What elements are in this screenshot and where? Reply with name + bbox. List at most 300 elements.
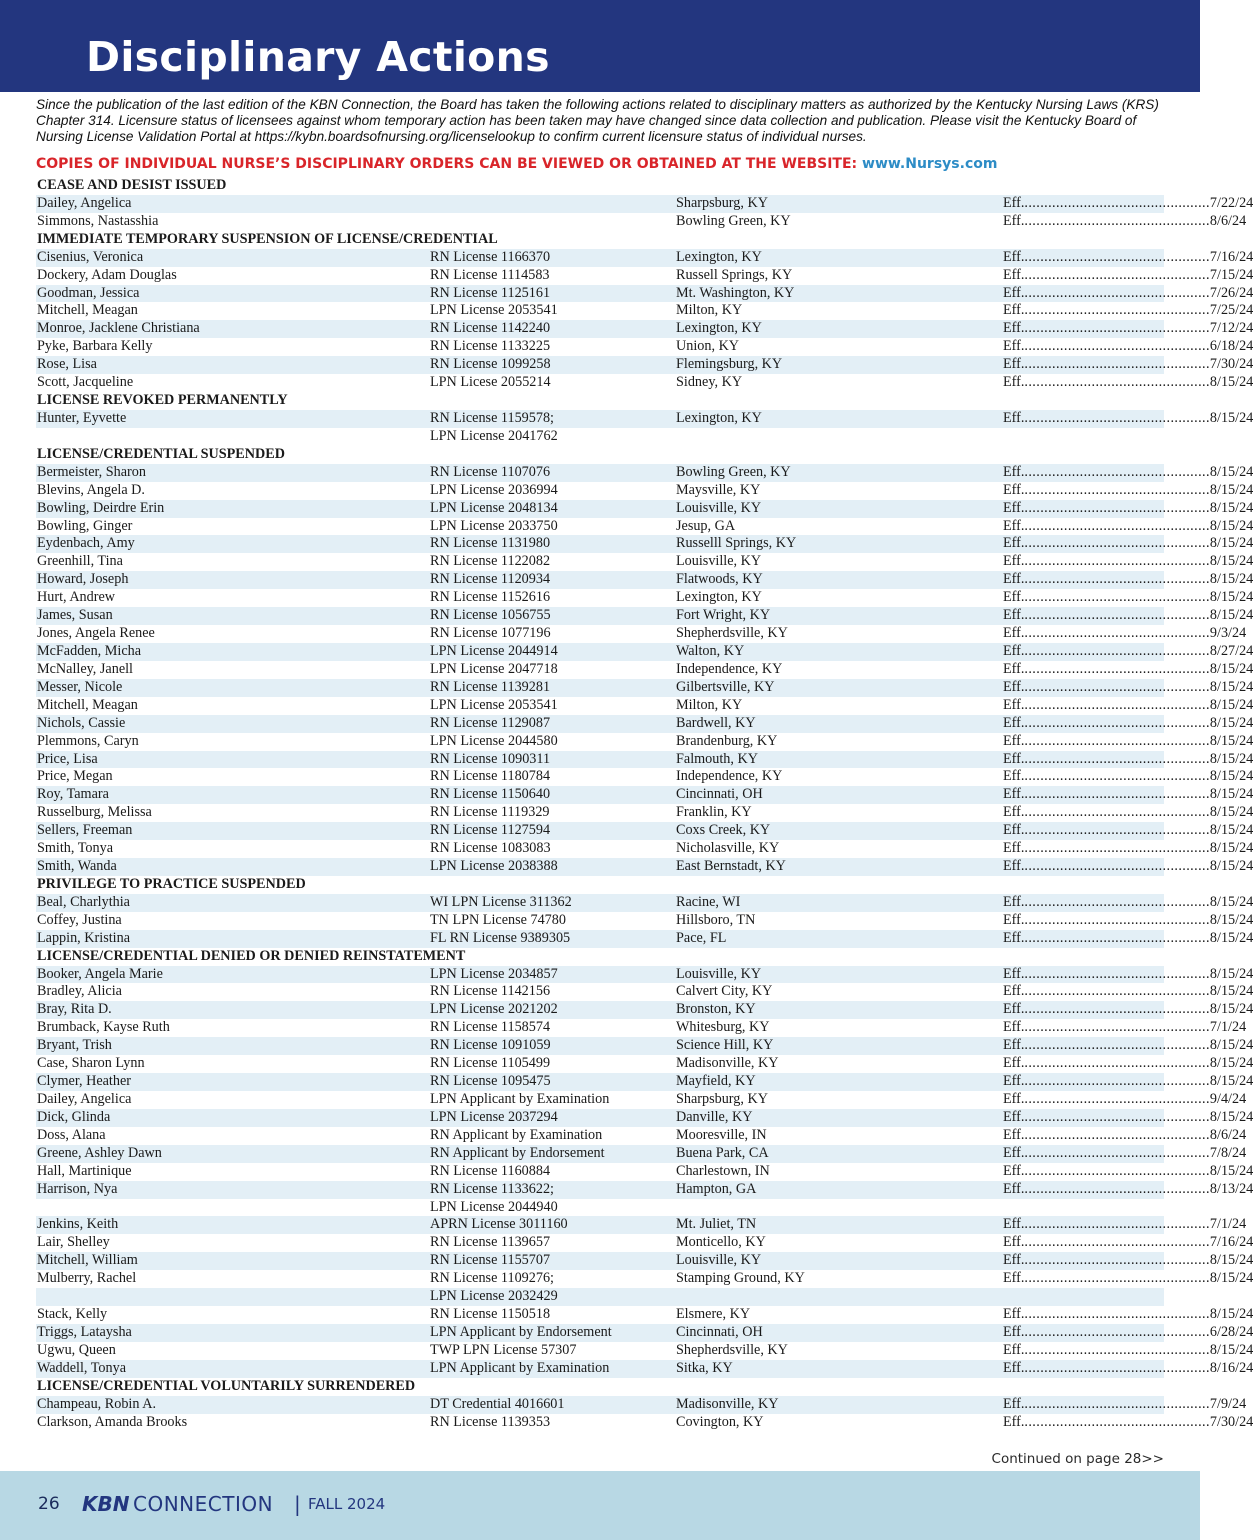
table-row xyxy=(36,517,1253,536)
effective-label: Eff. xyxy=(1003,750,1025,767)
effective-label: Eff. xyxy=(1003,212,1025,229)
effective-date-cell xyxy=(1003,356,1253,374)
effective-date-cell xyxy=(1003,1162,1253,1181)
table-row xyxy=(36,1252,1253,1270)
effective-date-cell xyxy=(1003,1306,1253,1324)
page-footer xyxy=(0,1471,1200,1540)
leader-dots: ............................................... xyxy=(1024,660,1210,677)
effective-date: 8/15/24 xyxy=(1209,1252,1253,1269)
table-row xyxy=(36,965,1253,984)
nurse-name: Jones, Angela Renee xyxy=(37,625,155,642)
leader-dots: ............................................... xyxy=(1024,284,1210,301)
nurse-location: Falmouth, KY xyxy=(676,750,758,767)
table-row-continuation xyxy=(36,1199,1164,1217)
effective-label: Eff. xyxy=(1003,642,1025,659)
license-number: RN License 1160884 xyxy=(430,1162,551,1179)
leader-dots: ............................................... xyxy=(1024,696,1210,713)
section-heading xyxy=(36,1378,1164,1396)
leader-dots: ............................................... xyxy=(1024,1216,1210,1233)
nurse-location: Gilbertsville, KY xyxy=(676,678,775,695)
effective-date-cell xyxy=(1003,535,1253,553)
effective-date-cell xyxy=(1003,840,1253,858)
notice-text: COPIES OF INDIVIDUAL NURSE’S DISCIPLINARY ORDERS CAN BE VIEWED OR OBTAINED AT THE WEBSITE: xyxy=(36,156,858,172)
license-number: RN License 1120934 xyxy=(430,571,551,588)
page-title: Disciplinary Actions xyxy=(86,33,550,81)
effective-date: 7/16/24 xyxy=(1209,248,1253,265)
nurse-location: Lexington, KY xyxy=(676,248,762,265)
table-row xyxy=(36,983,1253,1001)
nurse-name: Jenkins, Keith xyxy=(37,1216,119,1233)
table-row xyxy=(36,1359,1253,1378)
section-heading xyxy=(36,446,1164,464)
license-number: APRN License 3011160 xyxy=(430,1216,568,1233)
table-row xyxy=(36,732,1253,751)
table-row xyxy=(36,642,1253,661)
effective-label: Eff. xyxy=(1003,374,1025,391)
nurse-name: Triggs, Lataysha xyxy=(37,1324,132,1340)
effective-label: Eff. xyxy=(1003,893,1025,910)
effective-date: 8/15/24 xyxy=(1209,768,1253,785)
nurse-name: Champeau, Robin A. xyxy=(37,1395,157,1412)
effective-date: 7/9/24 xyxy=(1209,1395,1247,1412)
license-number: RN License 1107076 xyxy=(430,463,551,480)
nurse-name: Dockery, Adam Douglas xyxy=(37,266,177,283)
nurse-name: Russelburg, Melissa xyxy=(37,804,152,821)
leader-dots: ............................................... xyxy=(1024,768,1210,785)
license-number: RN License 1056755 xyxy=(430,607,551,624)
nurse-name: Brumback, Kayse Ruth xyxy=(37,1019,170,1036)
license-number: RN License 1090311 xyxy=(430,750,551,767)
nurse-location: Bowling Green, KY xyxy=(676,463,791,480)
nurse-name: Greene, Ashley Dawn xyxy=(37,1144,162,1161)
effective-label: Eff. xyxy=(1003,768,1025,785)
table-row xyxy=(36,1108,1253,1127)
effective-label: Eff. xyxy=(1003,338,1025,355)
effective-date-cell xyxy=(1003,338,1253,356)
table-row xyxy=(36,1234,1253,1252)
effective-label: Eff. xyxy=(1003,858,1025,875)
nurse-location: Jesup, GA xyxy=(676,517,736,534)
nurse-name: Mulberry, Rachel xyxy=(37,1270,137,1287)
nurse-location: East Bernstadt, KY xyxy=(676,858,786,875)
nurse-name: McFadden, Micha xyxy=(37,642,142,659)
effective-date: 8/15/24 xyxy=(1209,374,1253,391)
effective-date: 8/15/24 xyxy=(1209,1108,1253,1125)
nurse-name: James, Susan xyxy=(37,607,113,624)
section-title: IMMEDIATE TEMPORARY SUSPENSION OF LICENSE/CREDENTIAL xyxy=(37,230,498,247)
license-number: LPN License 2044914 xyxy=(430,642,558,659)
effective-date: 8/6/24 xyxy=(1209,1126,1247,1143)
effective-date-cell xyxy=(1003,499,1253,518)
effective-date: 8/15/24 xyxy=(1209,696,1253,713)
license-number: RN License 1129087 xyxy=(430,714,551,731)
nurse-name: Case, Sharon Lynn xyxy=(37,1055,145,1072)
license-number: LPN License 2038388 xyxy=(430,858,558,875)
effective-label: Eff. xyxy=(1003,804,1025,821)
nurse-name: Mitchell, Meagan xyxy=(37,302,138,319)
effective-date-cell xyxy=(1003,1055,1253,1073)
license-number: TWP LPN License 57307 xyxy=(430,1341,577,1358)
leader-dots: ............................................... xyxy=(1024,1055,1210,1072)
leader-dots: ............................................... xyxy=(1024,965,1210,982)
effective-date-cell xyxy=(1003,248,1253,267)
section-title: CEASE AND DESIST ISSUED xyxy=(37,177,227,193)
effective-label: Eff. xyxy=(1003,463,1025,480)
license-number: RN License 1159578; xyxy=(430,409,554,426)
effective-date: 7/16/24 xyxy=(1209,1234,1253,1251)
leader-dots: ............................................... xyxy=(1024,481,1210,498)
effective-date: 8/15/24 xyxy=(1209,463,1253,480)
table-row xyxy=(36,374,1253,392)
nurse-location: Hillsboro, TN xyxy=(676,911,756,928)
table-row xyxy=(36,320,1253,338)
leader-dots: ............................................... xyxy=(1024,1413,1210,1430)
nurse-location: Charlestown, IN xyxy=(676,1162,770,1179)
nurse-location: Lexington, KY xyxy=(676,409,762,426)
effective-date: 8/15/24 xyxy=(1209,929,1253,946)
effective-date: 8/15/24 xyxy=(1209,1055,1253,1072)
license-number: RN License 1099258 xyxy=(430,356,551,373)
leader-dots: ............................................... xyxy=(1024,320,1210,337)
leader-dots: ............................................... xyxy=(1024,1108,1210,1125)
nurse-name: Smith, Wanda xyxy=(37,858,117,875)
table-row xyxy=(36,1055,1253,1073)
effective-label: Eff. xyxy=(1003,840,1025,857)
effective-label: Eff. xyxy=(1003,571,1025,588)
effective-date-cell xyxy=(1003,804,1253,822)
effective-date-cell xyxy=(1003,929,1253,948)
nurse-name: Booker, Angela Marie xyxy=(37,965,163,982)
effective-date-cell xyxy=(1003,858,1253,876)
effective-date: 7/1/24 xyxy=(1209,1216,1247,1233)
nurse-name: Mitchell, William xyxy=(37,1252,138,1269)
table-row xyxy=(36,194,1253,213)
nurse-name: Price, Lisa xyxy=(37,750,98,767)
nurse-location: Cincinnati, OH xyxy=(676,786,763,803)
effective-label: Eff. xyxy=(1003,1395,1025,1412)
leader-dots: ............................................... xyxy=(1024,858,1210,875)
license-number: RN License 1077196 xyxy=(430,625,551,642)
effective-date-cell xyxy=(1003,607,1253,625)
license-number: RN License 1152616 xyxy=(430,589,551,606)
effective-date-cell xyxy=(1003,374,1253,392)
effective-date: 8/15/24 xyxy=(1209,553,1253,570)
effective-date: 7/12/24 xyxy=(1209,320,1253,337)
effective-date-cell xyxy=(1003,642,1253,661)
effective-date-cell xyxy=(1003,1019,1247,1037)
leader-dots: ............................................... xyxy=(1024,409,1210,426)
effective-date-cell xyxy=(1003,660,1253,679)
effective-date: 8/15/24 xyxy=(1209,911,1253,928)
leader-dots: ............................................... xyxy=(1024,678,1210,695)
effective-date: 8/15/24 xyxy=(1209,822,1253,839)
table-row xyxy=(36,1073,1253,1091)
nurse-name: Stack, Kelly xyxy=(37,1306,108,1323)
effective-date-cell xyxy=(1003,696,1253,715)
leader-dots: ............................................... xyxy=(1024,929,1210,946)
effective-date: 8/15/24 xyxy=(1209,983,1253,1000)
effective-date: 8/15/24 xyxy=(1209,840,1253,857)
nurse-location: Fort Wright, KY xyxy=(676,607,771,624)
nurse-location: Louisville, KY xyxy=(676,499,762,516)
effective-label: Eff. xyxy=(1003,1413,1025,1430)
table-row xyxy=(36,678,1253,697)
effective-date: 9/3/24 xyxy=(1209,625,1247,642)
effective-label: Eff. xyxy=(1003,1144,1025,1161)
table-row xyxy=(36,1306,1253,1324)
nurse-location: Bowling Green, KY xyxy=(676,212,791,229)
effective-label: Eff. xyxy=(1003,517,1025,534)
license-number: LPN License 2036994 xyxy=(430,481,558,498)
effective-label: Eff. xyxy=(1003,625,1025,642)
effective-label: Eff. xyxy=(1003,1306,1025,1323)
table-row xyxy=(36,1341,1253,1360)
effective-label: Eff. xyxy=(1003,284,1025,301)
effective-label: Eff. xyxy=(1003,535,1025,552)
leader-dots: ............................................... xyxy=(1024,1001,1210,1018)
effective-label: Eff. xyxy=(1003,1091,1025,1108)
effective-date: 8/15/24 xyxy=(1209,786,1253,803)
nurse-location: Racine, WI xyxy=(676,893,741,910)
nursys-link[interactable]: www.Nursys.com xyxy=(862,156,998,172)
effective-date: 8/15/24 xyxy=(1209,535,1253,552)
footer-separator: | xyxy=(294,1492,301,1516)
section-title: LICENSE/CREDENTIAL VOLUNTARILY SURRENDERED xyxy=(37,1377,416,1394)
effective-date: 8/15/24 xyxy=(1209,517,1253,534)
effective-label: Eff. xyxy=(1003,965,1025,982)
table-row xyxy=(36,1001,1253,1019)
effective-date-cell xyxy=(1003,965,1253,984)
leader-dots: ............................................... xyxy=(1024,840,1210,857)
table-row xyxy=(36,786,1253,804)
nurse-name: Lappin, Kristina xyxy=(37,929,130,946)
section-heading xyxy=(36,948,1164,966)
section-title: PRIVILEGE TO PRACTICE SUSPENDED xyxy=(37,875,306,892)
nurse-name: Smith, Tonya xyxy=(37,840,113,857)
section-title: LICENSE/CREDENTIAL DENIED OR DENIED REINSTATEMENT xyxy=(37,947,466,964)
continued-note: Continued on page 28>> xyxy=(991,1451,1164,1467)
nurse-location: Buena Park, CA xyxy=(676,1144,769,1161)
license-number: WI LPN License 311362 xyxy=(430,893,572,910)
nurse-name: Clarkson, Amanda Brooks xyxy=(37,1413,188,1430)
nurse-location: Maysville, KY xyxy=(676,481,761,498)
license-number: LPN Licese 2055214 xyxy=(430,374,551,391)
effective-label: Eff. xyxy=(1003,1359,1025,1376)
leader-dots: ............................................... xyxy=(1024,1162,1210,1179)
effective-date: 8/15/24 xyxy=(1209,804,1253,821)
table-row xyxy=(36,302,1253,320)
nurse-location: Russell Springs, KY xyxy=(676,266,793,283)
license-number: RN License 1105499 xyxy=(430,1055,551,1072)
table-row xyxy=(36,1270,1253,1288)
leader-dots: ............................................... xyxy=(1024,642,1210,659)
effective-date-cell xyxy=(1003,893,1253,912)
leader-dots: ............................................... xyxy=(1024,356,1210,373)
brand-connection: CONNECTION xyxy=(133,1492,274,1516)
nurse-name: Ugwu, Queen xyxy=(37,1341,116,1358)
nurse-location: Independence, KY xyxy=(676,660,783,677)
nurse-location: Flatwoods, KY xyxy=(676,571,763,588)
effective-label: Eff. xyxy=(1003,1216,1025,1233)
nurse-location: Elsmere, KY xyxy=(676,1306,751,1323)
nurse-name: Dailey, Angelica xyxy=(37,194,132,211)
effective-date: 8/15/24 xyxy=(1209,1037,1253,1054)
effective-label: Eff. xyxy=(1003,929,1025,946)
effective-date: 8/15/24 xyxy=(1209,589,1253,606)
effective-label: Eff. xyxy=(1003,1180,1025,1197)
effective-label: Eff. xyxy=(1003,714,1025,731)
effective-date-cell xyxy=(1003,409,1253,428)
effective-date-cell xyxy=(1003,1395,1247,1414)
leader-dots: ............................................... xyxy=(1024,374,1210,391)
effective-date-cell xyxy=(1003,786,1253,804)
effective-date: 8/15/24 xyxy=(1209,1001,1253,1018)
leader-dots: ............................................... xyxy=(1024,1341,1210,1358)
table-row xyxy=(36,1180,1253,1199)
license-number: RN License 1131980 xyxy=(430,535,551,552)
nurse-location: Louisville, KY xyxy=(676,1252,762,1269)
effective-date-cell xyxy=(1003,1091,1247,1109)
nurse-name: Bradley, Alicia xyxy=(37,983,122,1000)
effective-label: Eff. xyxy=(1003,822,1025,839)
effective-label: Eff. xyxy=(1003,320,1025,337)
effective-label: Eff. xyxy=(1003,1270,1025,1287)
page-header xyxy=(0,0,1200,92)
section-heading xyxy=(36,392,1164,410)
license-number: RN License 1122082 xyxy=(430,553,551,570)
leader-dots: ............................................... xyxy=(1024,1270,1210,1287)
nurse-location: Madisonville, KY xyxy=(676,1055,779,1072)
nurse-location: Sidney, KY xyxy=(676,374,743,391)
nurse-location: Sharpsburg, KY xyxy=(676,194,768,211)
effective-date-cell xyxy=(1003,302,1253,320)
effective-date: 8/15/24 xyxy=(1209,1306,1253,1323)
effective-date-cell xyxy=(1003,1324,1253,1342)
nurse-location: Sharpsburg, KY xyxy=(676,1091,768,1108)
effective-label: Eff. xyxy=(1003,1055,1025,1072)
intro-paragraph: Since the publication of the last edition of the KBN Connection, the Board has taken the following actions related to disciplinary matters as authorized by the Kentucky Nursing Laws (KRS) Chapter 314. Licensure status of licensees against whom temporary action has been taken may have changed since data collection and publication. Please visit the Kentucky Board of Nursing License Validation Portal at https://kybn.boardsofnursing.org/licenselookup to confirm current licensure status of individual nurses. xyxy=(36,97,1159,144)
effective-label: Eff. xyxy=(1003,786,1025,803)
table-row xyxy=(36,840,1253,858)
nurse-location: Calvert City, KY xyxy=(676,983,773,1000)
effective-date: 8/27/24 xyxy=(1209,642,1253,659)
leader-dots: ............................................... xyxy=(1024,714,1210,731)
nurse-name: Goodman, Jessica xyxy=(37,284,140,301)
effective-date-cell xyxy=(1003,284,1253,303)
nurse-name: Bowling, Deirdre Erin xyxy=(37,499,165,516)
effective-date: 6/18/24 xyxy=(1209,338,1253,355)
nurse-location: Madisonville, KY xyxy=(676,1395,779,1412)
effective-label: Eff. xyxy=(1003,409,1025,426)
effective-label: Eff. xyxy=(1003,1037,1025,1054)
leader-dots: ............................................... xyxy=(1024,1037,1210,1054)
effective-date-cell xyxy=(1003,983,1253,1001)
leader-dots: ............................................... xyxy=(1024,535,1210,552)
nurse-name: Howard, Joseph xyxy=(37,571,129,588)
table-row xyxy=(36,893,1253,912)
leader-dots: ............................................... xyxy=(1024,911,1210,928)
effective-date-cell xyxy=(1003,732,1253,751)
license-number: RN License 1139657 xyxy=(430,1234,551,1251)
table-row xyxy=(36,858,1253,876)
table-row xyxy=(36,822,1253,840)
license-number: LPN License 2047718 xyxy=(430,660,558,677)
license-number: LPN License 2053541 xyxy=(430,302,558,319)
nurse-name: Bryant, Trish xyxy=(37,1037,112,1054)
issue-season: FALL 2024 xyxy=(308,1495,386,1513)
effective-date: 6/28/24 xyxy=(1209,1324,1253,1340)
effective-label: Eff. xyxy=(1003,1234,1025,1251)
effective-label: Eff. xyxy=(1003,678,1025,695)
effective-label: Eff. xyxy=(1003,194,1025,211)
nurse-name: Waddell, Tonya xyxy=(37,1359,127,1376)
leader-dots: ............................................... xyxy=(1024,1073,1210,1090)
license-number: RN License 1083083 xyxy=(430,840,551,857)
leader-dots: ............................................... xyxy=(1024,804,1210,821)
nurse-location: Louisville, KY xyxy=(676,965,762,982)
nurse-name: Dailey, Angelica xyxy=(37,1091,132,1108)
nurse-name: Hurt, Andrew xyxy=(37,589,116,606)
effective-date-cell xyxy=(1003,1234,1253,1252)
nurse-location: Pace, FL xyxy=(676,929,727,946)
effective-date: 8/15/24 xyxy=(1209,481,1253,498)
leader-dots: ............................................... xyxy=(1024,194,1210,211)
table-row xyxy=(36,338,1253,356)
leader-dots: ............................................... xyxy=(1024,463,1210,480)
license-number: RN License 1114583 xyxy=(430,266,550,283)
license-number-secondary: LPN License 2044940 xyxy=(430,1198,558,1215)
nurse-location: Whitesburg, KY xyxy=(676,1019,770,1036)
effective-date-cell xyxy=(1003,1341,1253,1360)
section-heading xyxy=(36,876,1164,894)
nurse-name: Eydenbach, Amy xyxy=(37,535,135,552)
table-row xyxy=(36,463,1253,482)
table-row xyxy=(36,1413,1253,1432)
table-row xyxy=(36,409,1253,428)
leader-dots: ............................................... xyxy=(1024,732,1210,749)
nurse-name: McNalley, Janell xyxy=(37,660,133,677)
leader-dots: ............................................... xyxy=(1024,1091,1210,1108)
table-row xyxy=(36,768,1253,786)
nurse-name: Hunter, Eyvette xyxy=(37,409,127,426)
effective-date-cell xyxy=(1003,1001,1253,1019)
nurse-location: Nicholasville, KY xyxy=(676,840,780,857)
license-number: LPN Applicant by Examination xyxy=(430,1091,610,1108)
effective-date: 8/15/24 xyxy=(1209,1162,1253,1179)
license-number: LPN License 2044580 xyxy=(430,732,558,749)
effective-date-cell xyxy=(1003,517,1253,536)
nurse-location: Milton, KY xyxy=(676,696,743,713)
nurse-name: Scott, Jacqueline xyxy=(37,374,134,391)
effective-date-cell xyxy=(1003,463,1253,482)
effective-date-cell xyxy=(1003,1359,1253,1378)
nurse-name: Dick, Glinda xyxy=(37,1108,111,1125)
leader-dots: ............................................... xyxy=(1024,1019,1210,1036)
effective-date: 8/6/24 xyxy=(1209,212,1247,229)
section-title: LICENSE/CREDENTIAL SUSPENDED xyxy=(37,445,285,462)
leader-dots: ............................................... xyxy=(1024,338,1210,355)
effective-date: 7/8/24 xyxy=(1209,1144,1247,1161)
leader-dots: ............................................... xyxy=(1024,517,1210,534)
effective-date: 8/15/24 xyxy=(1209,499,1253,516)
effective-label: Eff. xyxy=(1003,589,1025,606)
license-number: FL RN License 9389305 xyxy=(430,929,571,946)
disciplinary-actions-list xyxy=(36,177,1253,1432)
nurse-location: Lexington, KY xyxy=(676,320,762,337)
table-row xyxy=(36,1144,1247,1163)
effective-date: 9/4/24 xyxy=(1209,1091,1247,1108)
table-row xyxy=(36,696,1253,715)
